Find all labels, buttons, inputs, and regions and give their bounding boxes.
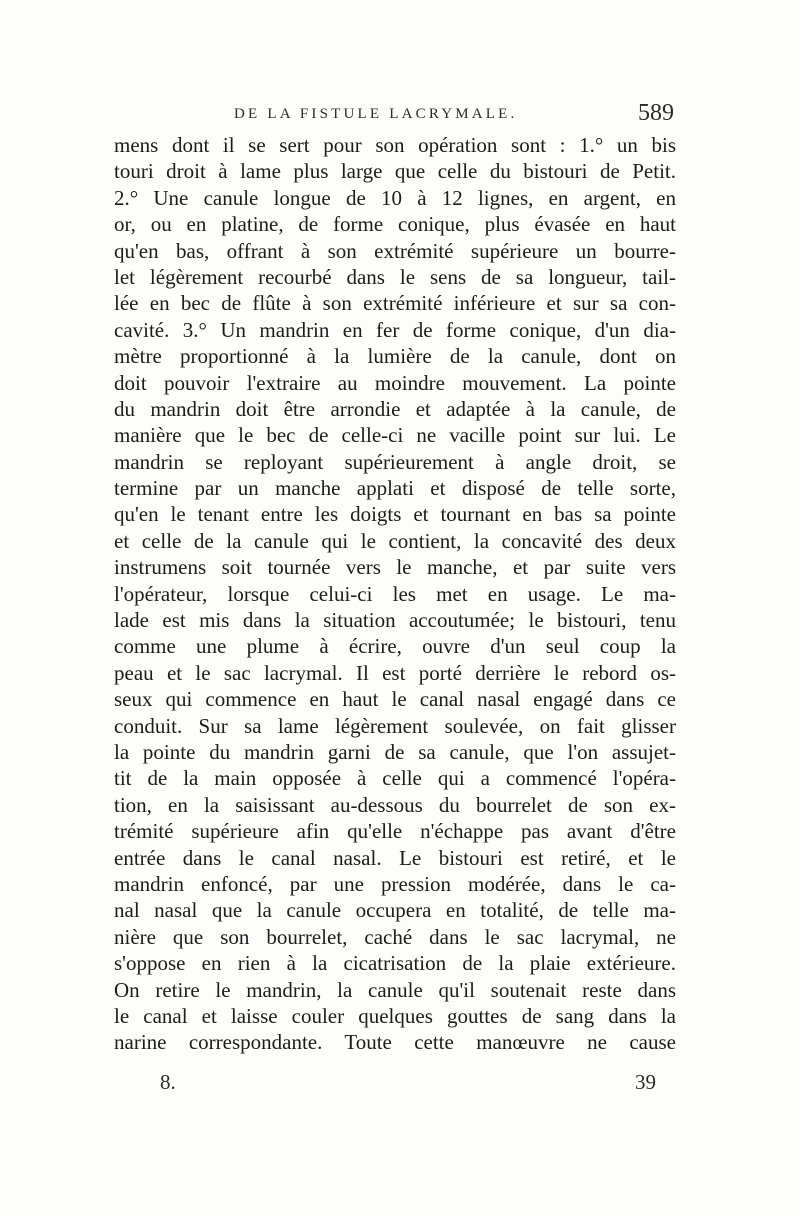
text-line: tion, en la saisissant au-dessous du bourrelet de son ex- [114, 792, 676, 817]
text-line: le canal et laisse couler quelques gouttes de sang dans la [114, 1003, 676, 1028]
text-line: mètre proportionné à la lumière de la canule, dont on [114, 344, 676, 369]
gathering-number: 39 [635, 1070, 656, 1094]
text-line: et celle de la canule qui le contient, la concavité des deux [114, 528, 676, 553]
text-line: termine par un manche applati et disposé de telle sorte, [114, 476, 676, 501]
text-line: la pointe du mandrin garni de sa canule, que l'on assujet- [114, 739, 676, 764]
text-line: mandrin enfoncé, par une pression modérée, dans le ca- [114, 871, 676, 896]
text-line: peau et le sac lacrymal. Il est porté derrière le rebord os- [114, 660, 676, 685]
text-line: l'opérateur, lorsque celui-ci les met en usage. Le ma- [114, 581, 676, 606]
page-number: 589 [638, 100, 674, 126]
text-line: du mandrin doit être arrondie et adaptée à la canule, de [114, 396, 676, 421]
text-line: instrumens soit tournée vers le manche, et par suite vers [114, 555, 676, 580]
text-line: nière que son bourrelet, caché dans le sac lacrymal, ne [114, 924, 676, 949]
page-footer [114, 1070, 676, 1100]
text-line: tit de la main opposée à celle qui a commencé l'opéra- [114, 766, 676, 791]
text-line: conduit. Sur sa lame légèrement soulevée, on fait glisser [114, 713, 676, 738]
text-line: lée en bec de flûte à son extrémité inférieure et sur sa con- [114, 291, 676, 316]
text-line: 2.° Une canule longue de 10 à 12 lignes, en argent, en [114, 185, 676, 210]
text-line: narine correspondante. Toute cette manœuvre ne cause [114, 1030, 676, 1055]
text-line: touri droit à lame plus large que celle du bistouri de Petit. [114, 159, 676, 184]
text-line: qu'en le tenant entre les doigts et tournant en bas sa pointe [114, 502, 676, 527]
signature-mark: 8. [160, 1070, 176, 1094]
text-line: entrée dans le canal nasal. Le bistouri est retiré, et le [114, 845, 676, 870]
text-line: mens dont il se sert pour son opération sont : 1.° un bis [114, 133, 676, 157]
text-line: cavité. 3.° Un mandrin en fer de forme conique, d'un dia- [114, 317, 676, 342]
running-title: DE LA FISTULE LACRYMALE. [234, 106, 518, 122]
text-line: or, ou en platine, de forme conique, plus évasée en haut [114, 212, 676, 237]
text-line: lade est mis dans la situation accoutumée; le bistouri, tenu [114, 608, 676, 633]
running-head [114, 102, 674, 130]
text-line: On retire le mandrin, la canule qu'il soutenait reste dans [114, 977, 676, 1002]
text-line: manière que le bec de celle-ci ne vacille point sur lui. Le [114, 423, 676, 448]
text-line: s'oppose en rien à la cicatrisation de la plaie extérieure. [114, 951, 676, 976]
text-line: doit pouvoir l'extraire au moindre mouvement. La pointe [114, 370, 676, 395]
text-line: let légèrement recourbé dans le sens de sa longueur, tail- [114, 264, 676, 289]
text-line: nal nasal que la canule occupera en totalité, de telle ma- [114, 898, 676, 923]
body-text [114, 132, 676, 1056]
text-line: trémité supérieure afin qu'elle n'échappe pas avant d'être [114, 819, 676, 844]
text-line: qu'en bas, offrant à son extrémité supérieure un bourre- [114, 238, 676, 263]
text-line: comme une plume à écrire, ouvre d'un seul coup la [114, 634, 676, 659]
text-line: seux qui commence en haut le canal nasal engagé dans ce [114, 687, 676, 712]
text-line: mandrin se reployant supérieurement à angle droit, se [114, 449, 676, 474]
